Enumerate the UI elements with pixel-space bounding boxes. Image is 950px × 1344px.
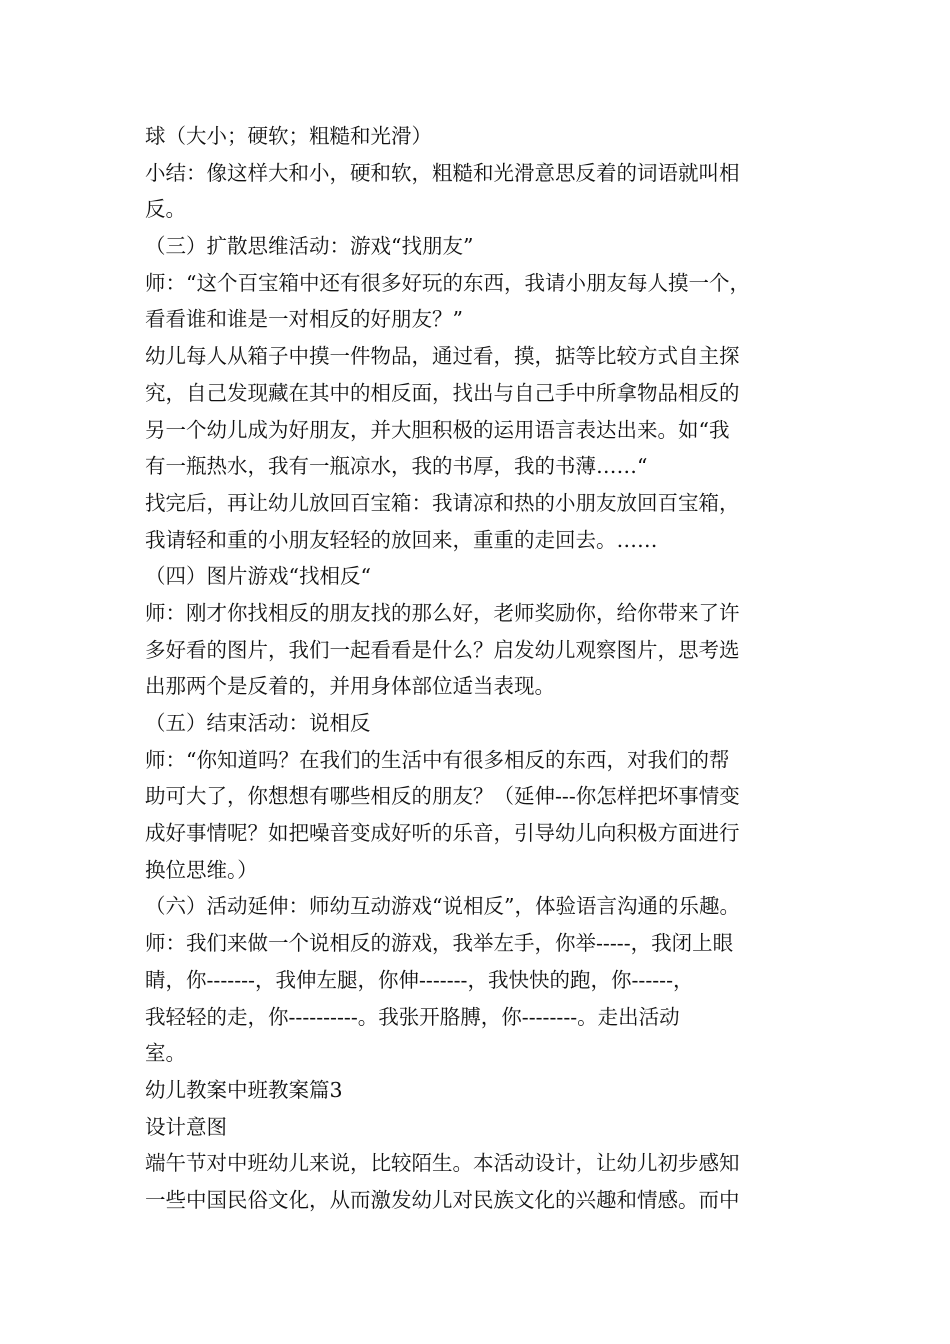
text-line: 多好看的图片，我们一起看看是什么？启发幼儿观察图片，思考选 (145, 637, 740, 662)
text-line: 师：“你知道吗？在我们的生活中有很多相反的东西，对我们的帮 (145, 747, 730, 772)
text-line: 一些中国民俗文化，从而激发幼儿对民族文化的兴趣和情感。而中 (145, 1187, 740, 1212)
text-line: 成好事情呢？如把噪音变成好听的乐音，引导幼儿向积极方面进行 (145, 821, 740, 846)
section-heading: （四）图片游戏“找相反“ (145, 564, 371, 589)
text-line: 换位思维。） (145, 857, 258, 882)
text-line: 助可大了，你想想有哪些相反的朋友？（延伸---你怎样把坏事情变 (145, 784, 740, 809)
text-line: 出那两个是反着的，并用身体部位适当表现。 (145, 674, 555, 699)
text-line: 师：“这个百宝箱中还有很多好玩的东西，我请小朋友每人摸一个， (145, 270, 750, 295)
text-line: 幼儿每人从箱子中摸一件物品，通过看，摸，掂等比较方式自主探 (145, 344, 740, 369)
text-line: 小结：像这样大和小，硬和软，粗糙和光滑意思反着的词语就叫相 (145, 160, 740, 185)
section-heading: 设计意图 (145, 1114, 227, 1139)
section-heading: （六）活动延伸：师幼互动游戏“说相反”，体验语言沟通的乐趣。 (145, 894, 740, 919)
section-heading: （五）结束活动：说相反 (145, 711, 371, 735)
text-line: 室。 (145, 1041, 186, 1066)
text-line: 师：刚才你找相反的朋友找的那么好，老师奖励你，给你带来了许 (145, 600, 740, 625)
text-line: 反。 (145, 197, 186, 222)
text-line: 师：我们来做一个说相反的游戏，我举左手，你举-----，我闭上眼 (145, 931, 734, 956)
document-body (145, 118, 825, 1219)
text-line: 究，自己发现藏在其中的相反面，找出与自己手中所拿物品相反的 (145, 380, 740, 405)
text-line: 端午节对中班幼儿来说，比较陌生。本活动设计，让幼儿初步感知 (145, 1151, 740, 1176)
text-line: 看看谁和谁是一对相反的好朋友？” (145, 307, 463, 332)
text-line: 球（大小；硬软；粗糙和光滑） (145, 124, 432, 148)
section-heading: （三）扩散思维活动：游戏“找朋友” (145, 234, 474, 259)
text-line: 有一瓶热水，我有一瓶凉水，我的书厚，我的书薄……“ (145, 454, 648, 479)
text-line: 睛，你-------，我伸左腿，你伸-------，我快快的跑，你------， (145, 967, 694, 992)
text-line: 找完后，再让幼儿放回百宝箱：我请凉和热的小朋友放回百宝箱， (145, 490, 740, 515)
text-line: 另一个幼儿成为好朋友，并大胆积极的运用语言表达出来。如“我 (145, 417, 730, 442)
document-title: 幼儿教案中班教案篇3 (145, 1077, 343, 1102)
text-line: 我请轻和重的小朋友轻轻的放回来，重重的走回去。…… (145, 527, 658, 552)
text-line: 我轻轻的走，你----------。我张开胳膊，你--------。走出活动 (145, 1004, 680, 1029)
